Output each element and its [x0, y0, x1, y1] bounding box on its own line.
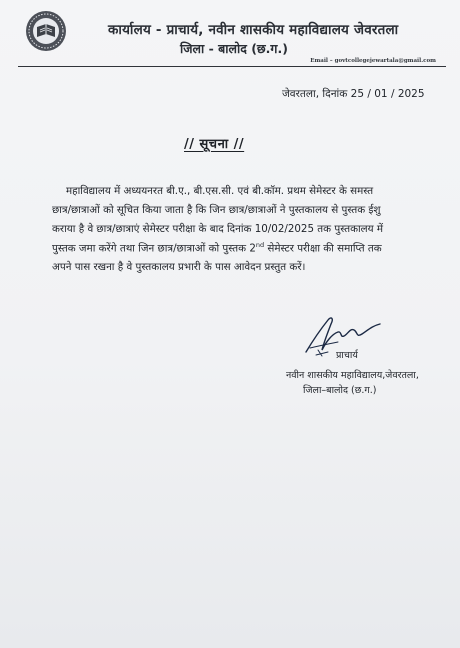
signatory-designation: प्राचार्य	[336, 350, 358, 361]
office-title: कार्यालय - प्राचार्य, नवीन शासकीय महाविद्यालय जेवरतला	[108, 22, 399, 38]
header-divider	[18, 66, 446, 67]
notice-body-line: अपने पास रखना है वे पुस्तकालय प्रभारी के पास आवेदन प्रस्तुत करें।	[52, 261, 306, 273]
notice-body-text: सेमेस्टर परीक्षा की समाप्ति तक	[264, 242, 382, 255]
notice-date: जेवरतला, दिनांक 25 / 01 / 2025	[282, 88, 425, 100]
ordinal-suffix: nd	[255, 241, 265, 249]
notice-body-text: पुस्तक जमा करेंगे तथा जिन छात्र/छात्राओं को पुस्तक 2	[52, 242, 256, 255]
notice-body-line: महाविद्यालय में अध्ययनरत बी.ए., बी.एस.सी. एवं बी.कॉम. प्रथम सेमेस्टर के समस्त	[66, 185, 374, 197]
notice-body-line: कराया है वे छात्र/छात्राएं सेमेस्टर परीक्षा के बाद दिनांक 10/02/2025 तक पुस्तकालय में	[52, 223, 384, 235]
district-subtitle: जिला - बालोद (छ.ग.)	[180, 41, 288, 56]
notice-body-line: छात्र/छात्राओं को सूचित किया जाता है कि जिन छात्र/छात्राओं ने पुस्तकालय से पुस्तक ईशु	[52, 204, 381, 216]
notice-heading: // सूचना //	[184, 137, 245, 152]
signatory-college: नवीन शासकीय महाविद्यालय,जेवरतला,	[286, 370, 419, 381]
email-address: Email – govtcollegejewartala@gmail.com	[310, 58, 436, 64]
notice-body-line	[52, 241, 422, 255]
signatory-district: जिला–बालोद (छ.ग.)	[303, 385, 377, 396]
college-logo-icon	[25, 10, 67, 52]
